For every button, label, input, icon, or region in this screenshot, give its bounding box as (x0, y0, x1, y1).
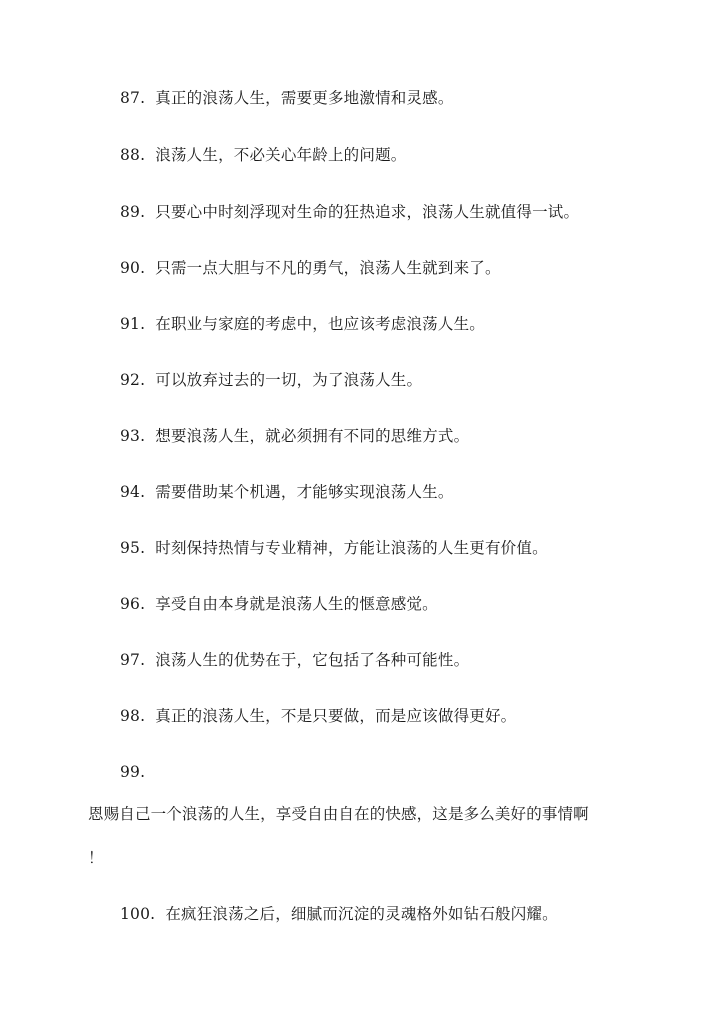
list-item (120, 202, 579, 222)
item-number: 95. (120, 539, 146, 557)
list-item (120, 482, 454, 502)
list-item (120, 258, 501, 278)
list-item (120, 88, 454, 108)
item-number: 89. (120, 203, 146, 221)
item-number: 87. (120, 89, 146, 107)
list-item (120, 145, 406, 165)
list-item (120, 904, 558, 924)
item-text: 浪荡人生，不必关心年龄上的问题。 (155, 146, 407, 164)
item-text: 可以放弃过去的一切，为了浪荡人生。 (155, 371, 423, 389)
item-text: 在职业与家庭的考虑中，也应该考虑浪荡人生。 (155, 315, 485, 333)
item-number: 93. (120, 427, 146, 445)
item-text: 想要浪荡人生，就必须拥有不同的思维方式。 (155, 427, 470, 445)
item-number: 88. (120, 146, 146, 164)
item-text: 真正的浪荡人生，需要更多地激情和灵感。 (155, 89, 454, 107)
item-text: 需要借助某个机遇，才能够实现浪荡人生。 (155, 483, 454, 501)
list-item (120, 650, 469, 670)
list-item (120, 538, 548, 558)
list-item (120, 706, 516, 726)
item-text: 只要心中时刻浮现对生命的狂热追求，浪荡人生就值得一试。 (155, 203, 580, 221)
item-number: 100. (120, 905, 156, 923)
item-text: 享受自由本身就是浪荡人生的惬意感觉。 (155, 595, 438, 613)
item-text: 只需一点大胆与不凡的勇气，浪荡人生就到来了。 (155, 259, 501, 277)
item-text: 在疯狂浪荡之后，细腻而沉淀的灵魂格外如钻石般闪耀。 (165, 905, 558, 923)
item-text: 真正的浪荡人生，不是只要做，而是应该做得更好。 (155, 707, 517, 725)
item-number: 98. (120, 707, 146, 725)
item-number: 92. (120, 371, 146, 389)
item-number: 90. (120, 259, 146, 277)
item-text: 浪荡人生的优势在于，它包括了各种可能性。 (155, 651, 470, 669)
item-number: 97. (120, 651, 146, 669)
list-item (120, 314, 485, 334)
item-text: 恩赐自己一个浪荡的人生，享受自由自在的快感，这是多么美好的事情啊 (88, 805, 589, 823)
list-item (120, 594, 438, 614)
list-item (120, 426, 469, 446)
item-number: 99. (120, 763, 146, 781)
item-number: 94. (120, 483, 146, 501)
item-text: 时刻保持热情与专业精神，方能让浪荡的人生更有价值。 (155, 539, 548, 557)
item-text-continuation: ！ (88, 849, 104, 867)
item-number: 96. (120, 595, 146, 613)
list-item (120, 370, 422, 390)
item-number: 91. (120, 315, 146, 333)
